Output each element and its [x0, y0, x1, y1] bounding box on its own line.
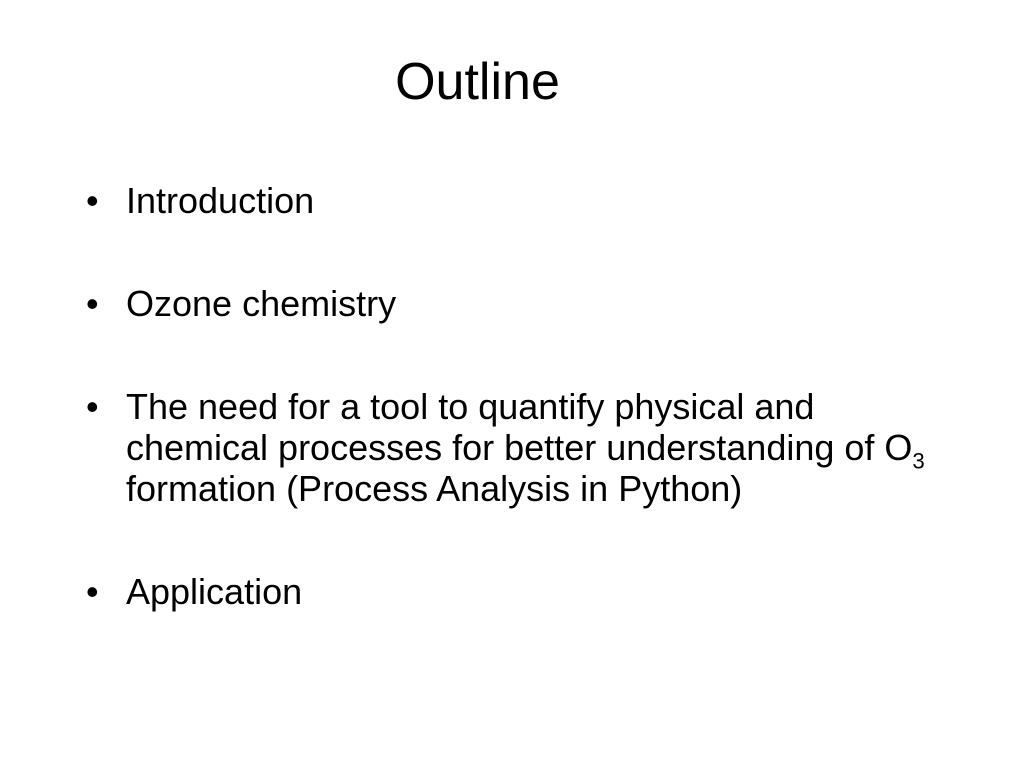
list-item-application — [82, 571, 942, 612]
bullet-list — [82, 180, 942, 612]
list-item-ozone-chemistry — [82, 283, 942, 324]
subscript-3: 3 — [912, 448, 925, 474]
bullet-icon: • — [86, 571, 99, 612]
bullet-icon: • — [86, 283, 99, 324]
list-item-text-before-subscript: The need for a tool to quantify physical and chemical processes for better understanding of O — [126, 386, 913, 468]
list-item-process-analysis — [82, 386, 942, 509]
list-item-text: Introduction — [126, 180, 315, 221]
list-item-text-after-subscript: formation (Process Analysis in Python) — [126, 468, 743, 509]
bullet-icon: • — [86, 180, 99, 221]
list-item-text: Ozone chemistry — [126, 283, 397, 324]
list-item-text: Application — [126, 571, 303, 612]
bullet-icon: • — [86, 386, 99, 427]
slide-title: Outline — [395, 53, 560, 111]
list-item-introduction — [82, 180, 942, 221]
